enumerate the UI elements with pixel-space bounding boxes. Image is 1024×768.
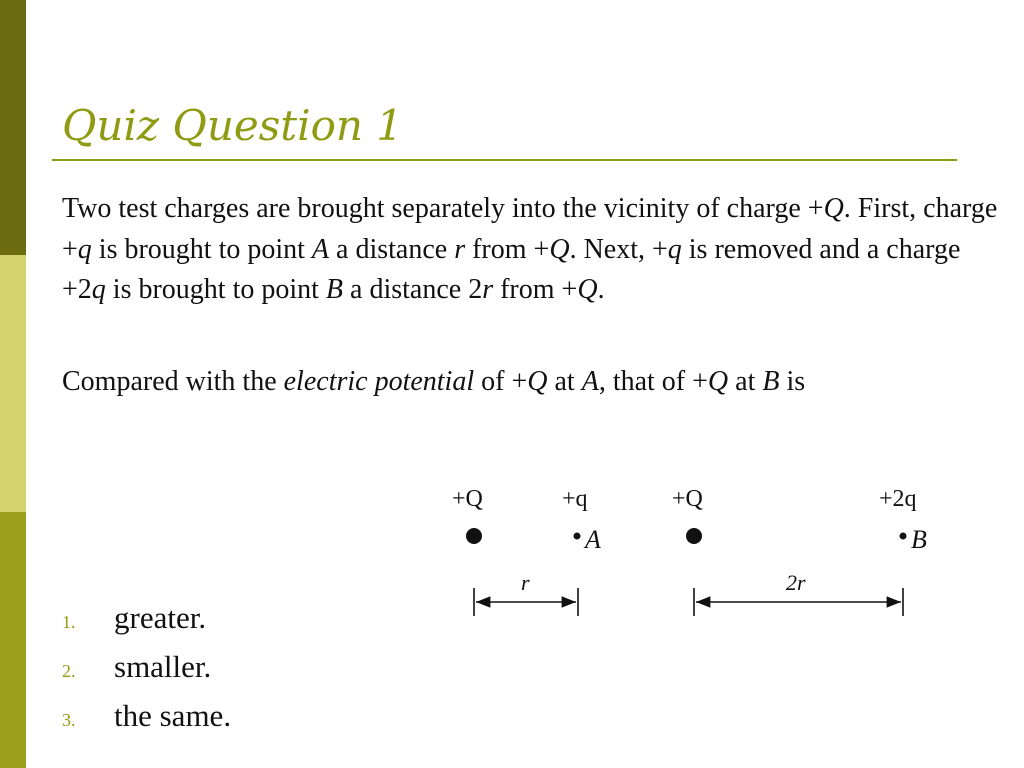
question-paragraph-2: Compared with the electric potential of +Q at A, that of +Q at B is bbox=[62, 366, 806, 397]
test-charge-dot-b bbox=[900, 533, 907, 540]
distance-label-2r: 2r bbox=[786, 570, 806, 595]
test-charge-dot-a bbox=[574, 533, 581, 540]
point-a-label: A bbox=[585, 525, 601, 554]
test-charge-label-right: +2q bbox=[879, 486, 917, 512]
charge-label-right: +Q bbox=[672, 486, 703, 512]
slide-title: Quiz Question 1 bbox=[62, 101, 404, 150]
title-underline bbox=[52, 159, 957, 161]
sidebar-segment-mid bbox=[0, 512, 26, 768]
option-text: greater. bbox=[114, 600, 207, 635]
sidebar-segment-dark bbox=[0, 0, 26, 255]
charge-label-left: +Q bbox=[452, 486, 483, 512]
test-charge-label-left: +q bbox=[562, 486, 588, 512]
sidebar-segment-light bbox=[0, 255, 26, 512]
option-number: 3. bbox=[62, 710, 76, 730]
point-b-label: B bbox=[911, 525, 927, 554]
option-text: smaller. bbox=[114, 649, 212, 684]
charge-diagram-svg bbox=[440, 470, 970, 630]
source-charge-dot-left bbox=[466, 528, 482, 544]
question-paragraph-1: Two test charges are brought separately into the vicinity of charge +Q. First, charge +q is brought to point A a distance r from +Q. Next, +q is removed and a charge +2q is brought to point B a distance 2r from +Q. bbox=[62, 193, 998, 305]
option-number: 1. bbox=[62, 612, 76, 632]
option-number: 2. bbox=[62, 661, 76, 681]
option-text: the same. bbox=[114, 698, 232, 733]
sidebar-decoration bbox=[0, 0, 26, 768]
distance-label-r: r bbox=[521, 570, 530, 595]
charge-diagram bbox=[440, 470, 970, 634]
source-charge-dot-right bbox=[686, 528, 702, 544]
